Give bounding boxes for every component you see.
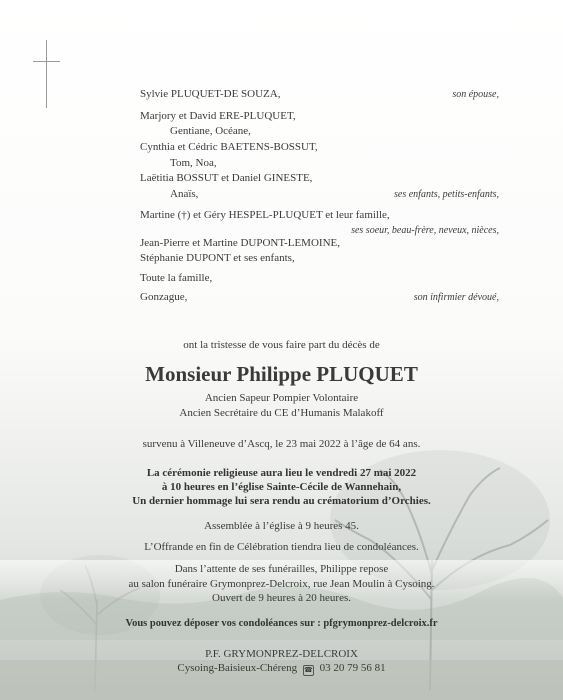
cross-icon-bar [33, 61, 60, 62]
funeral-home-contact [0, 662, 563, 676]
obituary-page: Sylvie PLUQUET-DE SOUZA, son épouse, Marjory et David ERE-PLUQUET, Gentiane, Océane, Cynthia et Cédric BAETENS-BOSSUT, Tom, Noa, Laëtitia BOSSUT et Daniel GINESTE, Anaïs, ses enfants, petits-enfants, Martine (†) et Géry HESPEL-PLUQUET et leur famille, ses soeur, beau-frère, neveux, nièces, Jean-Pierre et Martine DUPONT-LEMOINE, Stéphanie DUPONT et ses enfants, Toute la famille, Gonzague, son infirmier dévoué, ont la tristesse de vous faire part du décès de Monsieur Philippe PLUQUET Ancien Sapeur Pompier Volontaire Ancien Secrétaire du CE d’Humanis Malakoff survenu à Villeneuve d’Ascq, le 23 mai 2022 à l’âge de 64 ans. La cérémonie religieuse aura lieu le vendredi 27 mai 2022 à 10 heures en l’église Sainte-Cécile de Wannehain, Un dernier hommage lui sera rendu au crématorium d’Orchies. Assemblée à l’église à 9 heures 45. L’Offrande en fin de Célébration tiendra lieu de condoléances. Dans l’attente de ses funérailles, Philippe repose au salon funéraire Grymonprez-Delcroix, rue Jean Moulin à Cysoing. Ouvert de 9 heures à 20 heures. Vous pouvez déposer vos condoléances sur : pfgrymonprez-delcroix.fr P.F. GRYMONPREZ-DELCROIX Cysoing-Baisieux-Chéreng ☎ 03 20 79 56 81 [0, 0, 563, 700]
announcement-text: ont la tristesse de vous faire part du décès de [183, 339, 380, 351]
ceremony-line: à 10 heures en l’église Sainte-Cécile de Wannehain, [161, 481, 402, 493]
funeral-home-name: P.F. GRYMONPREZ-DELCROIX [205, 648, 358, 660]
repose-line: Ouvert de 9 heures à 20 heures. [212, 592, 351, 604]
death-info: survenu à Villeneuve d’Ascq, le 23 mai 2022 à l’âge de 64 ans. [142, 438, 421, 450]
condolences-text: Vous pouvez déposer vos condoléances sur : pfgrymonprez-delcroix.fr [125, 618, 438, 629]
ceremony-line: Un dernier hommage lui sera rendu au crématorium d’Orchies. [132, 495, 431, 507]
repose-line: Dans l’attente de ses funérailles, Philippe repose [174, 563, 389, 575]
repose-line: au salon funéraire Grymonprez-Delcroix, rue Jean Moulin à Cysoing. [128, 578, 435, 590]
offering-text: L’Offrande en fin de Célébration tiendra lieu de condoléances. [144, 541, 419, 553]
phone-icon: ☎ [304, 666, 313, 674]
deceased-name: Monsieur Philippe PLUQUET [145, 362, 418, 386]
deceased-title: Ancien Secrétaire du CE d’Humanis Malakoff [179, 407, 384, 419]
deceased-title: Ancien Sapeur Pompier Volontaire [204, 392, 359, 404]
funeral-home-address: Cysoing-Baisieux-Chéreng [177, 662, 298, 674]
assembly-text: Assemblée à l’église à 9 heures 45. [204, 520, 359, 532]
cross-icon [46, 40, 47, 108]
ceremony-line: La cérémonie religieuse aura lieu le vendredi 27 mai 2022 [146, 467, 417, 479]
funeral-home-phone: 03 20 79 56 81 [319, 662, 386, 674]
